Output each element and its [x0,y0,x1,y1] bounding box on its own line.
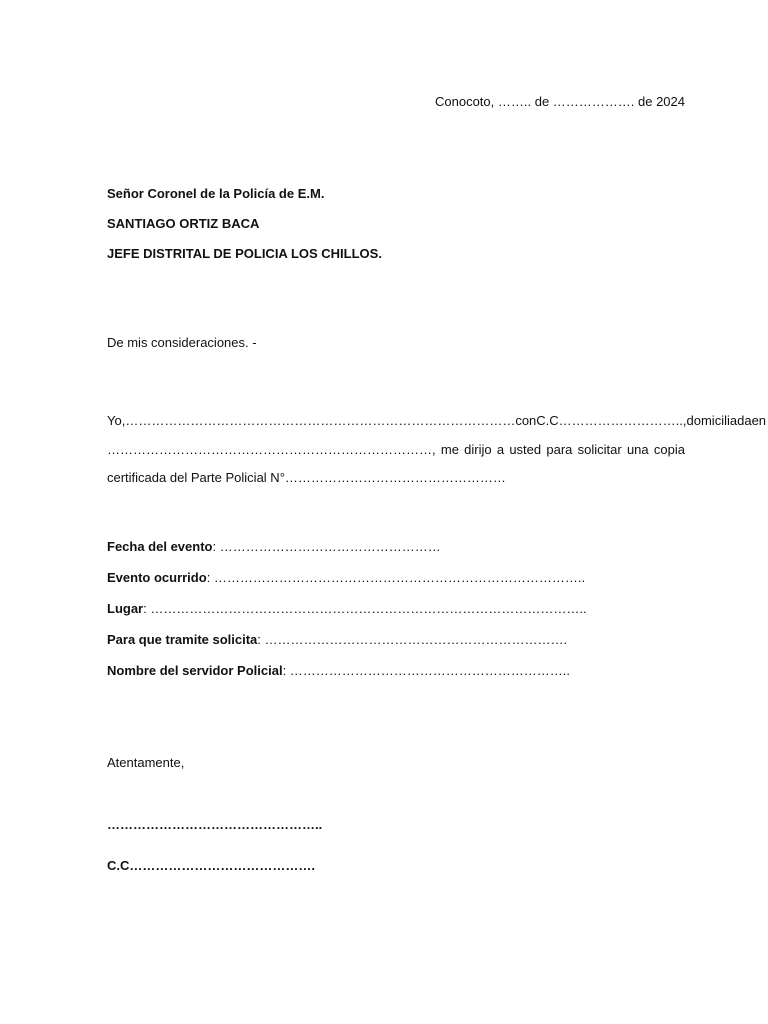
body-line-3: certificada del Parte Policial N°…………………………………………… [107,470,506,485]
recipient-position: JEFE DISTRITAL DE POLICIA LOS CHILLOS. [107,246,382,261]
body-word: para [546,442,573,457]
field-label: Lugar [107,601,144,616]
body-line-1 [107,413,767,429]
field-evento-ocurrido [107,570,685,586]
field-label: Evento ocurrido [107,570,207,585]
field-value: : ……………………………………………………………………………………….. [143,601,587,616]
field-value: : …………………………………………… [212,539,441,554]
field-servidor-policial [107,663,685,679]
field-fecha-evento [107,539,685,555]
field-label: Fecha del evento [107,539,213,554]
field-value: : ……………………………………………………….. [282,663,571,678]
recipient-name: SANTIAGO ORTIZ BACA [107,216,260,231]
greeting: De mis consideraciones. - [107,335,257,350]
body-word: una [626,442,649,457]
signature-line: ………………………………………….. [107,817,323,832]
field-lugar [107,601,685,617]
field-tramite [107,632,685,648]
body-word: a [496,442,505,457]
body-dots: …………………………………………………………………, [107,442,436,457]
body-yo-con: Yo,………………………………………………………………………………con [107,413,537,428]
body-word: dirijo [464,442,492,457]
recipient-title: Señor Coronel de la Policía de E.M. [107,186,325,201]
cc-line: C.C……………………………………. [107,858,315,873]
closing: Atentamente, [107,755,185,770]
body-word: solicitar [577,442,622,457]
field-value: : ……………………………………………………………. [257,632,568,647]
body-cc: C.C……………………….., [536,413,687,428]
field-label: Para que tramite solicita [107,632,258,647]
body-line-2 [107,442,685,458]
field-value: : ………………………………………………………………………….. [206,570,586,585]
body-word: copia [653,442,685,457]
body-domiciliada: domiciliada [686,413,752,428]
body-word: usted [509,442,542,457]
body-en: en [751,413,767,428]
body-word: me [440,442,459,457]
field-label: Nombre del servidor Policial [107,663,283,678]
date-line: Conocoto, …….. de ………………. de 2024 [435,94,685,109]
